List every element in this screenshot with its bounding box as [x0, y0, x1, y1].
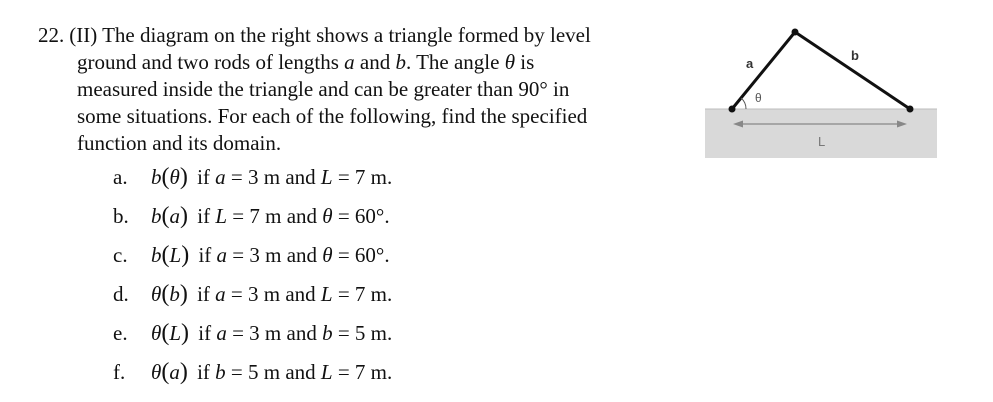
- part-letter: f.: [113, 360, 126, 384]
- part-function: θ(b): [151, 281, 188, 307]
- statement-line-1: [38, 22, 688, 49]
- statement-line-4: [38, 103, 688, 130]
- part-condition: if a = 3 m and L = 7 m.: [197, 282, 393, 306]
- variable-theta: θ: [504, 50, 516, 74]
- angle-theta-arc: [741, 98, 746, 109]
- statement-text: . The angle: [405, 50, 505, 74]
- part-letter: a.: [113, 165, 128, 189]
- part-condition: if a = 3 m and b = 5 m.: [198, 321, 393, 345]
- vertex-right: [907, 106, 914, 113]
- rod-b: [795, 32, 910, 109]
- problem-number: 22.: [38, 23, 65, 47]
- statement-text: some situations. For each of the following, find the specified: [77, 104, 588, 128]
- part-function: b(θ): [151, 164, 188, 190]
- label-L: L: [818, 134, 826, 149]
- statement-line-5: [38, 130, 688, 157]
- part-item: [113, 164, 392, 203]
- vertex-left: [729, 106, 736, 113]
- statement-text: and: [354, 50, 396, 74]
- part-function: θ(L): [151, 320, 190, 346]
- part-letter: d.: [113, 282, 129, 306]
- part-condition: if a = 3 m and θ = 60°.: [198, 243, 390, 267]
- vertex-top: [792, 29, 799, 36]
- part-item: [113, 203, 392, 242]
- rod-a: [732, 32, 795, 109]
- variable-a: a: [344, 50, 355, 74]
- label-theta: θ: [755, 91, 762, 105]
- statement-line-2: [38, 49, 688, 76]
- parts-list: [113, 164, 392, 398]
- statement-text: function and its domain.: [77, 131, 282, 155]
- part-item: [113, 320, 392, 359]
- part-item: [113, 359, 392, 398]
- part-letter: b.: [113, 204, 129, 228]
- statement-text: The diagram on the right shows a triangle formed by level: [102, 23, 591, 47]
- statement-line-3: [38, 76, 688, 103]
- problem-level: (II): [69, 23, 98, 47]
- part-function: b(L): [151, 242, 190, 268]
- variable-b: b: [395, 50, 406, 74]
- part-function: θ(a): [151, 359, 188, 385]
- statement-text: measured inside the triangle and can be greater than 90° in: [77, 77, 570, 101]
- part-letter: c.: [113, 243, 128, 267]
- part-function: b(a): [151, 203, 188, 229]
- part-item: [113, 242, 392, 281]
- label-a: a: [746, 56, 754, 71]
- triangle-diagram: [700, 20, 940, 160]
- part-condition: if L = 7 m and θ = 60°.: [197, 204, 390, 228]
- label-b: b: [851, 48, 859, 63]
- statement-text: ground and two rods of lengths: [77, 50, 345, 74]
- statement-text: is: [515, 50, 535, 74]
- part-letter: e.: [113, 321, 128, 345]
- part-condition: if b = 5 m and L = 7 m.: [197, 360, 393, 384]
- problem-statement: [38, 22, 688, 157]
- part-item: [113, 281, 392, 320]
- part-condition: if a = 3 m and L = 7 m.: [197, 165, 393, 189]
